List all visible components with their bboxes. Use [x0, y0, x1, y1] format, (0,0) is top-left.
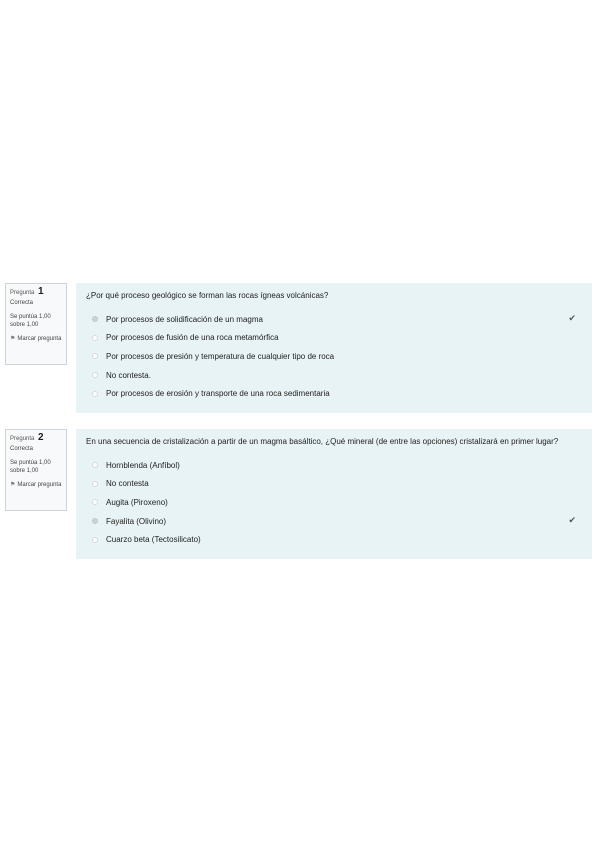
question-label: Pregunta: [10, 436, 35, 442]
answer-option[interactable]: [92, 493, 582, 512]
answer-option[interactable]: [92, 347, 582, 366]
answer-option[interactable]: [92, 456, 582, 475]
radio-button[interactable]: [92, 499, 98, 505]
check-icon: ✔: [568, 514, 576, 525]
question-number: [10, 434, 62, 443]
question-label: Pregunta: [10, 290, 35, 296]
question-grade: Se puntúa 1,00 sobre 1,00: [10, 314, 51, 328]
radio-button[interactable]: [92, 537, 98, 543]
radio-button[interactable]: [92, 462, 98, 468]
answer-option[interactable]: [92, 329, 582, 348]
answer-option[interactable]: [92, 475, 582, 494]
question-info-panel: [5, 283, 67, 365]
radio-button[interactable]: [92, 481, 98, 487]
answer-option[interactable]: [92, 366, 582, 385]
answer-label: Por procesos de fusión de una roca metamórfica: [106, 333, 279, 343]
flag-label: Marcar pregunta: [17, 336, 62, 342]
answer-label: Por procesos de erosión y transporte de una roca sedimentaria: [106, 389, 330, 399]
radio-button[interactable]: [92, 316, 98, 322]
question-number-value: 1: [38, 286, 44, 297]
answer-label: Por procesos de presión y temperatura de cualquier tipo de roca: [106, 351, 335, 361]
radio-button[interactable]: [92, 353, 98, 359]
question-state: Correcta: [10, 446, 34, 452]
answer-label: No contesta.: [106, 370, 151, 380]
answer-label: No contesta: [106, 479, 149, 489]
question-content: [76, 283, 592, 413]
question-grade: Se puntúa 1,00 sobre 1,00: [10, 460, 51, 474]
flag-question-link[interactable]: [10, 481, 62, 489]
answer-label: Cuarzo beta (Tectosilicato): [106, 535, 201, 545]
question-number: [10, 288, 62, 297]
answer-list: [86, 310, 582, 403]
check-icon: ✔: [568, 313, 576, 323]
question-content: [76, 429, 592, 559]
answer-option[interactable]: [92, 530, 582, 549]
question-state: Correcta: [10, 300, 34, 306]
answer-label: Augita (Piroxeno): [106, 497, 168, 507]
flag-label: Marcar pregunta: [17, 482, 62, 488]
answer-label: Hornblenda (Anfíbol): [106, 460, 180, 470]
answer-label: Fayalita (Olivino): [106, 516, 167, 526]
radio-button[interactable]: [92, 372, 98, 378]
question-info-panel: [5, 429, 67, 511]
flag-question-link[interactable]: [10, 335, 62, 343]
radio-button[interactable]: [92, 391, 98, 397]
answer-option[interactable]: [92, 384, 582, 403]
radio-button[interactable]: [92, 335, 98, 341]
question-text: En una secuencia de cristalización a partir de un magma basáltico, ¿Qué mineral (de entre las opciones) cristalizará en primer lugar?: [86, 437, 559, 446]
flag-icon: ⚑: [10, 482, 16, 488]
answer-option[interactable]: [92, 512, 582, 531]
question-text: ¿Por qué proceso geológico se forman las rocas ígneas volcánicas?: [86, 291, 329, 300]
flag-icon: ⚑: [10, 336, 16, 342]
answer-label: Por procesos de solidificación de un magma: [106, 314, 263, 324]
question-number-value: 2: [38, 432, 44, 443]
answer-option[interactable]: [92, 310, 582, 329]
answer-list: [86, 456, 582, 549]
radio-button[interactable]: [92, 518, 98, 524]
